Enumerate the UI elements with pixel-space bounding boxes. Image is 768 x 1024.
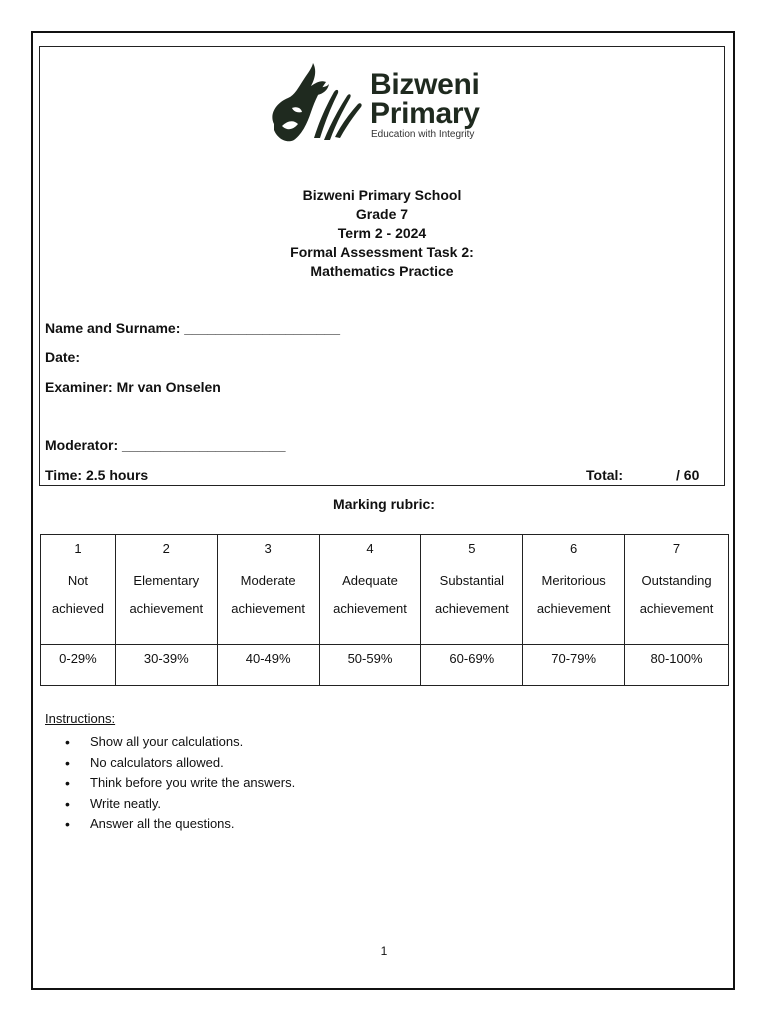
level-desc-line1: Not [67,573,89,588]
school-name: Bizweni Primary School [302,187,462,203]
rubric-heading: Marking rubric: [333,496,435,512]
rubric-cell-level-4 [319,535,421,645]
level-desc-line2: achievement [129,601,204,616]
school-logo [268,60,508,150]
level-number: 1 [74,541,82,556]
level-number: 3 [264,541,272,556]
marking-rubric-table [40,534,729,686]
total-label: Total: [586,467,624,483]
rubric-level-row [41,535,729,645]
rubric-range-cell: 50-59% [319,645,421,686]
level-desc-line1: Moderate [240,573,296,588]
level-desc-line2: achievement [434,601,509,616]
instruction-item: • Answer all the questions. [62,814,295,835]
rubric-cell-level-6 [523,535,625,645]
rubric-range-row [41,645,729,686]
term: Term 2 - 2024 [337,225,427,241]
level-number: 4 [366,541,374,556]
logo-name-line2: Primary [370,97,480,130]
instructions-list [62,732,295,835]
level-number: 5 [468,541,476,556]
instruction-item: • Think before you write the answers. [62,773,295,794]
rubric-range-cell: 70-79% [523,645,625,686]
rubric-cell-level-2 [115,535,217,645]
page-number: 1 [380,944,388,958]
rubric-cell-level-7 [625,535,729,645]
moderator-field[interactable]: Moderator: _____________________ [45,437,286,453]
rubric-range-cell: 40-49% [217,645,319,686]
rubric-range-cell: 0-29% [41,645,116,686]
instructions-heading: Instructions: [45,711,116,726]
date-field[interactable]: Date: [45,349,81,365]
level-desc-line2: achievement [639,601,714,616]
zebra-head-icon [268,60,368,150]
level-number: 2 [162,541,170,556]
rubric-range-cell: 30-39% [115,645,217,686]
level-desc-line1: Substantial [439,573,504,588]
instruction-item: • Show all your calculations. [62,732,295,753]
logo-tagline: Education with Integrity [371,129,475,140]
level-desc-line2: achievement [333,601,407,616]
instruction-item: • No calculators allowed. [62,753,295,774]
level-desc-line1: Meritorious [541,573,606,588]
instruction-item: • Write neatly. [62,794,295,815]
rubric-cell-level-3 [217,535,319,645]
rubric-range-cell: 60-69% [421,645,523,686]
level-number: 6 [570,541,578,556]
level-number: 7 [672,541,681,556]
rubric-range-cell: 80-100% [625,645,729,686]
time-label: Time: 2.5 hours [45,467,149,483]
level-desc-line2: achievement [536,601,611,616]
title-block [39,186,725,281]
level-desc-line1: Outstanding [641,573,712,588]
total-value: / 60 [676,467,700,483]
rubric-cell-level-5 [421,535,523,645]
name-surname-field[interactable]: Name and Surname: ____________________ [45,320,340,336]
task-name: Formal Assessment Task 2: [290,244,474,260]
logo-name-line1: Bizweni [370,68,480,101]
level-desc-line1: Elementary [133,573,200,588]
rubric-cell-level-1 [41,535,116,645]
examiner-label: Examiner: Mr van Onselen [45,379,221,395]
logo-name [370,70,480,128]
level-desc-line2: achievement [231,601,305,616]
level-desc-line2: achieved [51,601,104,616]
subject: Mathematics Practice [310,263,454,279]
grade: Grade 7 [355,206,409,222]
level-desc-line1: Adequate [342,573,398,588]
